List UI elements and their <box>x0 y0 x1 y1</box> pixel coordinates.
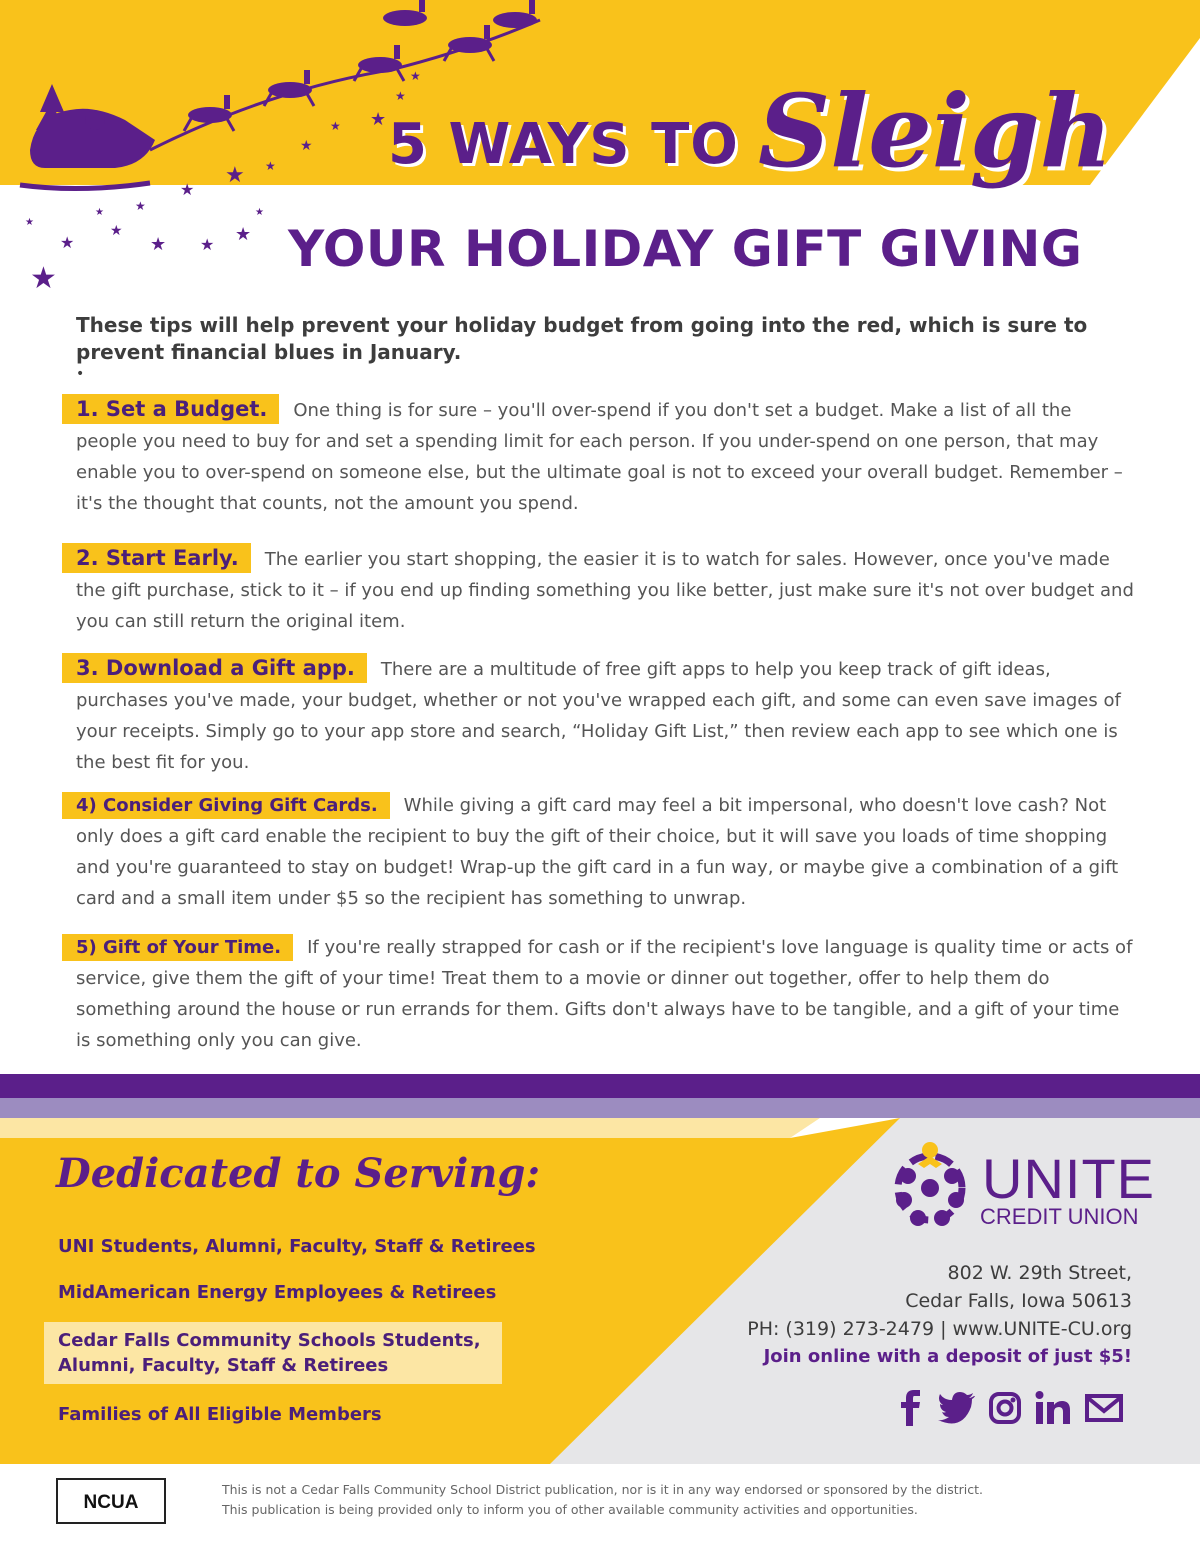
linkedin-icon[interactable] <box>1034 1390 1072 1430</box>
tip-4-body: While giving a gift card may feel a bit impersonal, who doesn't love cash? Not only does a gift card enable the recipient to buy the gift of their choice, but it will save you loads of time shopping and you're guaranteed to stay on budget! Wrap-up the gift card in a fun way, or maybe give a combination of a gift card and a small item under $5 so the recipient has something to unwrap. <box>76 795 1119 909</box>
tip-4 <box>76 790 1138 914</box>
tip-2-body: The earlier you start shopping, the easier it is to watch for sales. However, once you've made the gift purchase, stick to it – if you end up finding something you like better, just make sure it's not over budget and you can still return the original item. <box>76 549 1134 632</box>
disclaimer-line-2: This publication is being provided only to inform you of other available community activities and opportunities. <box>222 1502 918 1517</box>
svg-text:★: ★ <box>265 159 276 173</box>
svg-text:★: ★ <box>95 207 104 218</box>
dedicated-heading: Dedicated to Serving: <box>56 1150 541 1197</box>
member-uni: UNI Students, Alumni, Faculty, Staff & Retirees <box>58 1236 536 1257</box>
intro-bullet: • <box>76 366 85 382</box>
phone-website: PH: (319) 273-2479 | www.UNITE-CU.org <box>747 1318 1132 1340</box>
tip-3 <box>76 653 1138 778</box>
tip-1-body: One thing is for sure – you'll over-spend if you don't set a budget. Make a list of all the people you need to buy for and set a spending limit for each person. If you under-spend on one person, that may enable you to over-spend on someone else, but the ultimate goal is not to exceed your overall budget. Remember – it's the thought that counts, not the amount you spend. <box>76 400 1123 514</box>
tip-1 <box>76 394 1138 519</box>
svg-text:★: ★ <box>110 223 123 239</box>
title-line2: YOUR HOLIDAY GIFT GIVING <box>288 220 1083 278</box>
ncua-text: NCUA <box>83 1492 139 1513</box>
disclaimer-line-1: This is not a Cedar Falls Community School District publication, nor is it in any way endorsed or sponsored by the district. <box>222 1482 984 1497</box>
member-cedar-falls: Cedar Falls Community Schools Students, Alumni, Faculty, Staff & Retirees <box>44 1322 502 1384</box>
tip-3-body: There are a multitude of free gift apps to help you keep track of gift ideas, purchases you've made, your budget, whether or not you've wrapped each gift, and some can even save images of your receipts. Simply go to your app store and search, “Holiday Gift List,” then review each app to see which one is the best fit for you. <box>76 659 1121 773</box>
tip-5 <box>76 932 1138 1056</box>
tip-2-heading: 2. Start Early. <box>62 543 251 573</box>
address-street: 802 W. 29th Street, <box>947 1262 1132 1284</box>
svg-text:★: ★ <box>300 138 313 154</box>
svg-text:★: ★ <box>30 261 57 296</box>
disclaimer <box>222 1480 1122 1520</box>
social-icons <box>896 1390 1124 1430</box>
svg-text:★: ★ <box>330 119 341 133</box>
svg-text:★: ★ <box>180 180 195 199</box>
svg-text:★: ★ <box>60 233 75 252</box>
tip-5-body: If you're really strapped for cash or if the recipient's love language is quality time or acts of service, give them the gift of your time! Treat them to a movie or dinner out together, offer to help them do something around the house or run errands for them. Gifts don't always have to be tangible, and a gift of your time is something only you can give. <box>76 937 1133 1051</box>
svg-text:★: ★ <box>150 234 167 255</box>
svg-text:★: ★ <box>235 224 252 245</box>
twitter-icon[interactable] <box>938 1390 976 1430</box>
logo-subtitle: CREDIT UNION <box>980 1204 1139 1229</box>
svg-text:★: ★ <box>255 207 264 218</box>
tip-5-heading: 5) Gift of Your Time. <box>62 934 293 961</box>
intro-text: These tips will help prevent your holiday budget from going into the red, which is sure to prevent financial blues in January. <box>76 313 1088 364</box>
svg-text:★: ★ <box>225 163 245 188</box>
tip-4-heading: 4) Consider Giving Gift Cards. <box>62 792 390 819</box>
svg-text:★: ★ <box>395 89 406 103</box>
title-prefix: 5 WAYS TO <box>388 112 739 177</box>
tip-3-heading: 3. Download a Gift app. <box>62 653 367 683</box>
svg-text:★: ★ <box>135 199 146 213</box>
tip-2 <box>76 543 1138 637</box>
logo-name: UNITE <box>982 1147 1155 1210</box>
member-families: Families of All Eligible Members <box>58 1404 382 1425</box>
ncua-logo <box>56 1478 166 1524</box>
svg-text:★: ★ <box>200 235 215 254</box>
title-script: Sleigh <box>758 72 1113 190</box>
facebook-icon[interactable] <box>896 1390 926 1430</box>
email-icon[interactable] <box>1084 1390 1124 1430</box>
instagram-icon[interactable] <box>988 1390 1022 1430</box>
svg-text:★: ★ <box>370 109 387 130</box>
svg-text:★: ★ <box>410 69 421 83</box>
svg-text:★: ★ <box>25 217 34 228</box>
member-midamerican: MidAmerican Energy Employees & Retirees <box>58 1282 497 1303</box>
tip-1-heading: 1. Set a Budget. <box>62 394 279 424</box>
join-online: Join online with a deposit of just $5! <box>763 1346 1132 1367</box>
address-city: Cedar Falls, Iowa 50613 <box>905 1290 1132 1312</box>
